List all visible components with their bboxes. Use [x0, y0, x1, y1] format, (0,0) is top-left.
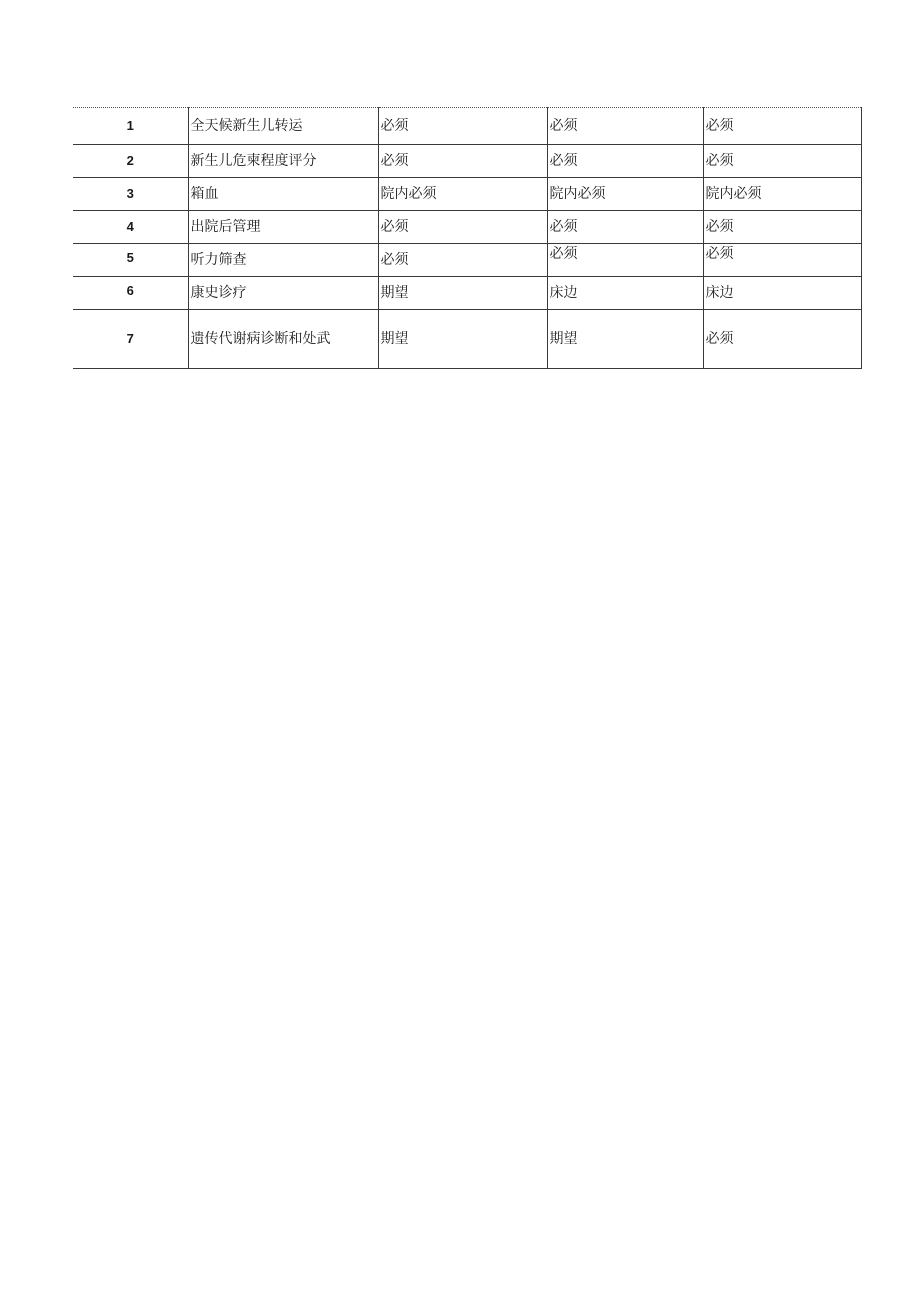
service-item: 出院后管理 — [188, 211, 378, 244]
row-number: 2 — [73, 145, 188, 178]
level-1-cell: 必须 — [378, 244, 547, 277]
level-3-cell: 院内必须 — [703, 178, 861, 211]
level-3-cell: 床边 — [703, 277, 861, 310]
row-number: 4 — [73, 211, 188, 244]
table-row — [73, 244, 861, 277]
level-3-cell: 必须 — [703, 244, 861, 277]
table-row — [73, 178, 861, 211]
table-row — [73, 145, 861, 178]
service-item: 新生儿危柬程度评分 — [188, 145, 378, 178]
level-2-cell: 床边 — [547, 277, 703, 310]
level-3-cell: 必须 — [703, 145, 861, 178]
level-3-cell: 必须 — [703, 310, 861, 369]
level-3-cell: 必须 — [703, 108, 861, 145]
service-item: 全天候新生儿转运 — [188, 108, 378, 145]
level-2-cell: 必须 — [547, 145, 703, 178]
table-row — [73, 310, 861, 369]
table-row — [73, 108, 861, 145]
table-row — [73, 277, 861, 310]
service-item: 箱血 — [188, 178, 378, 211]
row-number: 1 — [73, 108, 188, 145]
level-1-cell: 期望 — [378, 277, 547, 310]
level-1-cell: 必须 — [378, 108, 547, 145]
level-1-cell: 院内必须 — [378, 178, 547, 211]
level-3-cell: 必须 — [703, 211, 861, 244]
level-2-cell: 必须 — [547, 108, 703, 145]
service-requirements-table — [73, 107, 862, 369]
level-1-cell: 必须 — [378, 145, 547, 178]
level-2-cell: 期望 — [547, 310, 703, 369]
level-2-cell: 院内必须 — [547, 178, 703, 211]
row-number: 5 — [73, 244, 188, 277]
row-number: 7 — [73, 310, 188, 369]
level-2-cell: 必须 — [547, 244, 703, 277]
row-number: 6 — [73, 277, 188, 310]
level-2-cell: 必须 — [547, 211, 703, 244]
level-1-cell: 必须 — [378, 211, 547, 244]
service-item: 听力筛查 — [188, 244, 378, 277]
level-1-cell: 期望 — [378, 310, 547, 369]
row-number: 3 — [73, 178, 188, 211]
service-item: 康史诊疗 — [188, 277, 378, 310]
table-row — [73, 211, 861, 244]
service-item: 遗传代谢病诊断和处武 — [188, 310, 378, 369]
